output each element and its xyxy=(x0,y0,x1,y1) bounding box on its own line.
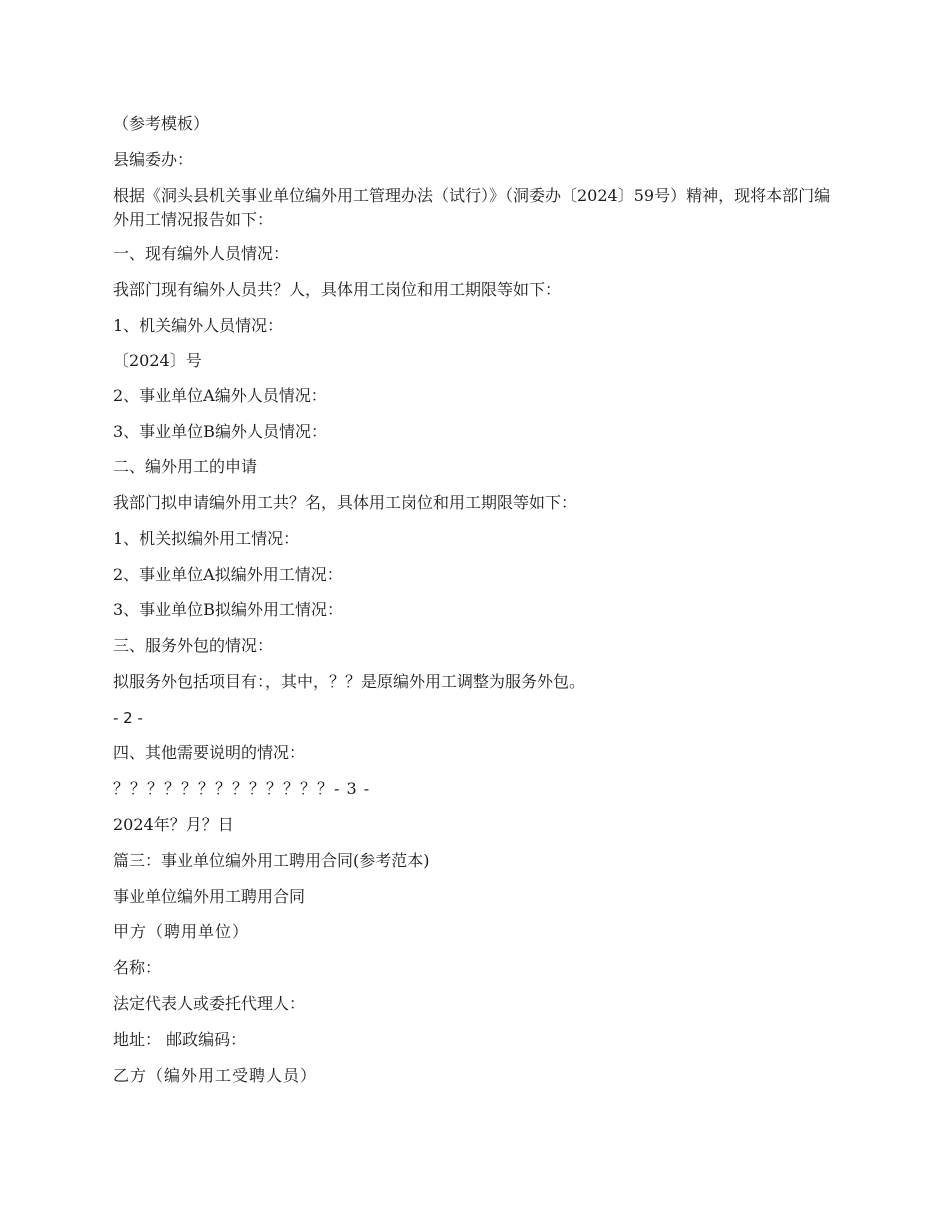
doc-number: 〔2024〕号 xyxy=(113,351,202,370)
section-1-text: 我部门现有编外人员共？人，具体用工岗位和用工期限等如下： xyxy=(113,280,562,299)
party-a-heading: 甲方（聘用单位） xyxy=(113,922,250,941)
party-a-name: 名称： xyxy=(113,958,162,977)
intro-paragraph: 根据《洞头县机关事业单位编外用工管理办法（试行）》（洞委办〔2024〕59号）精神，现将本部门编外用工情况报告如下： xyxy=(113,186,831,229)
placeholder-marks: ？？？？？？？？？？？？？- 3 - xyxy=(113,779,371,798)
party-a-address: 地址： 邮政编码： xyxy=(113,1030,247,1049)
date-line: 2024年？月？日 xyxy=(113,815,234,834)
section-1-item-2: 2、事业单位A编外人员情况： xyxy=(113,386,327,405)
section-4-heading: 四、其他需要说明的情况： xyxy=(113,743,306,762)
section-1-item-1: 1、机关编外人员情况： xyxy=(113,316,284,335)
section-3-text: 拟服务外包括项目有：，其中，？？是原编外用工调整为服务外包。 xyxy=(113,672,586,691)
addressee: 县编委办： xyxy=(113,150,194,169)
section-1-item-3: 3、事业单位B编外人员情况： xyxy=(113,422,327,441)
party-a-representative: 法定代表人或委托代理人： xyxy=(113,994,306,1013)
section-2-text: 我部门拟申请编外用工共？名，具体用工岗位和用工期限等如下： xyxy=(113,493,578,512)
section-1-heading: 一、现有编外人员情况： xyxy=(113,244,290,263)
section-2-item-2: 2、事业单位A拟编外用工情况： xyxy=(113,565,343,584)
contract-title: 事业单位编外用工聘用合同 xyxy=(113,887,306,906)
template-note: （参考模板） xyxy=(113,114,210,133)
section-2-item-1: 1、机关拟编外用工情况： xyxy=(113,529,300,548)
party-b-heading: 乙方（编外用工受聘人员） xyxy=(113,1066,318,1085)
section-2-heading: 二、编外用工的申请 xyxy=(113,457,258,476)
page-number-2: - 2 - xyxy=(113,709,143,727)
section-3-heading: 三、服务外包的情况： xyxy=(113,636,274,655)
part-3-title: 篇三：事业单位编外用工聘用合同(参考范本) xyxy=(113,851,430,870)
section-2-item-3: 3、事业单位B拟编外用工情况： xyxy=(113,600,343,619)
